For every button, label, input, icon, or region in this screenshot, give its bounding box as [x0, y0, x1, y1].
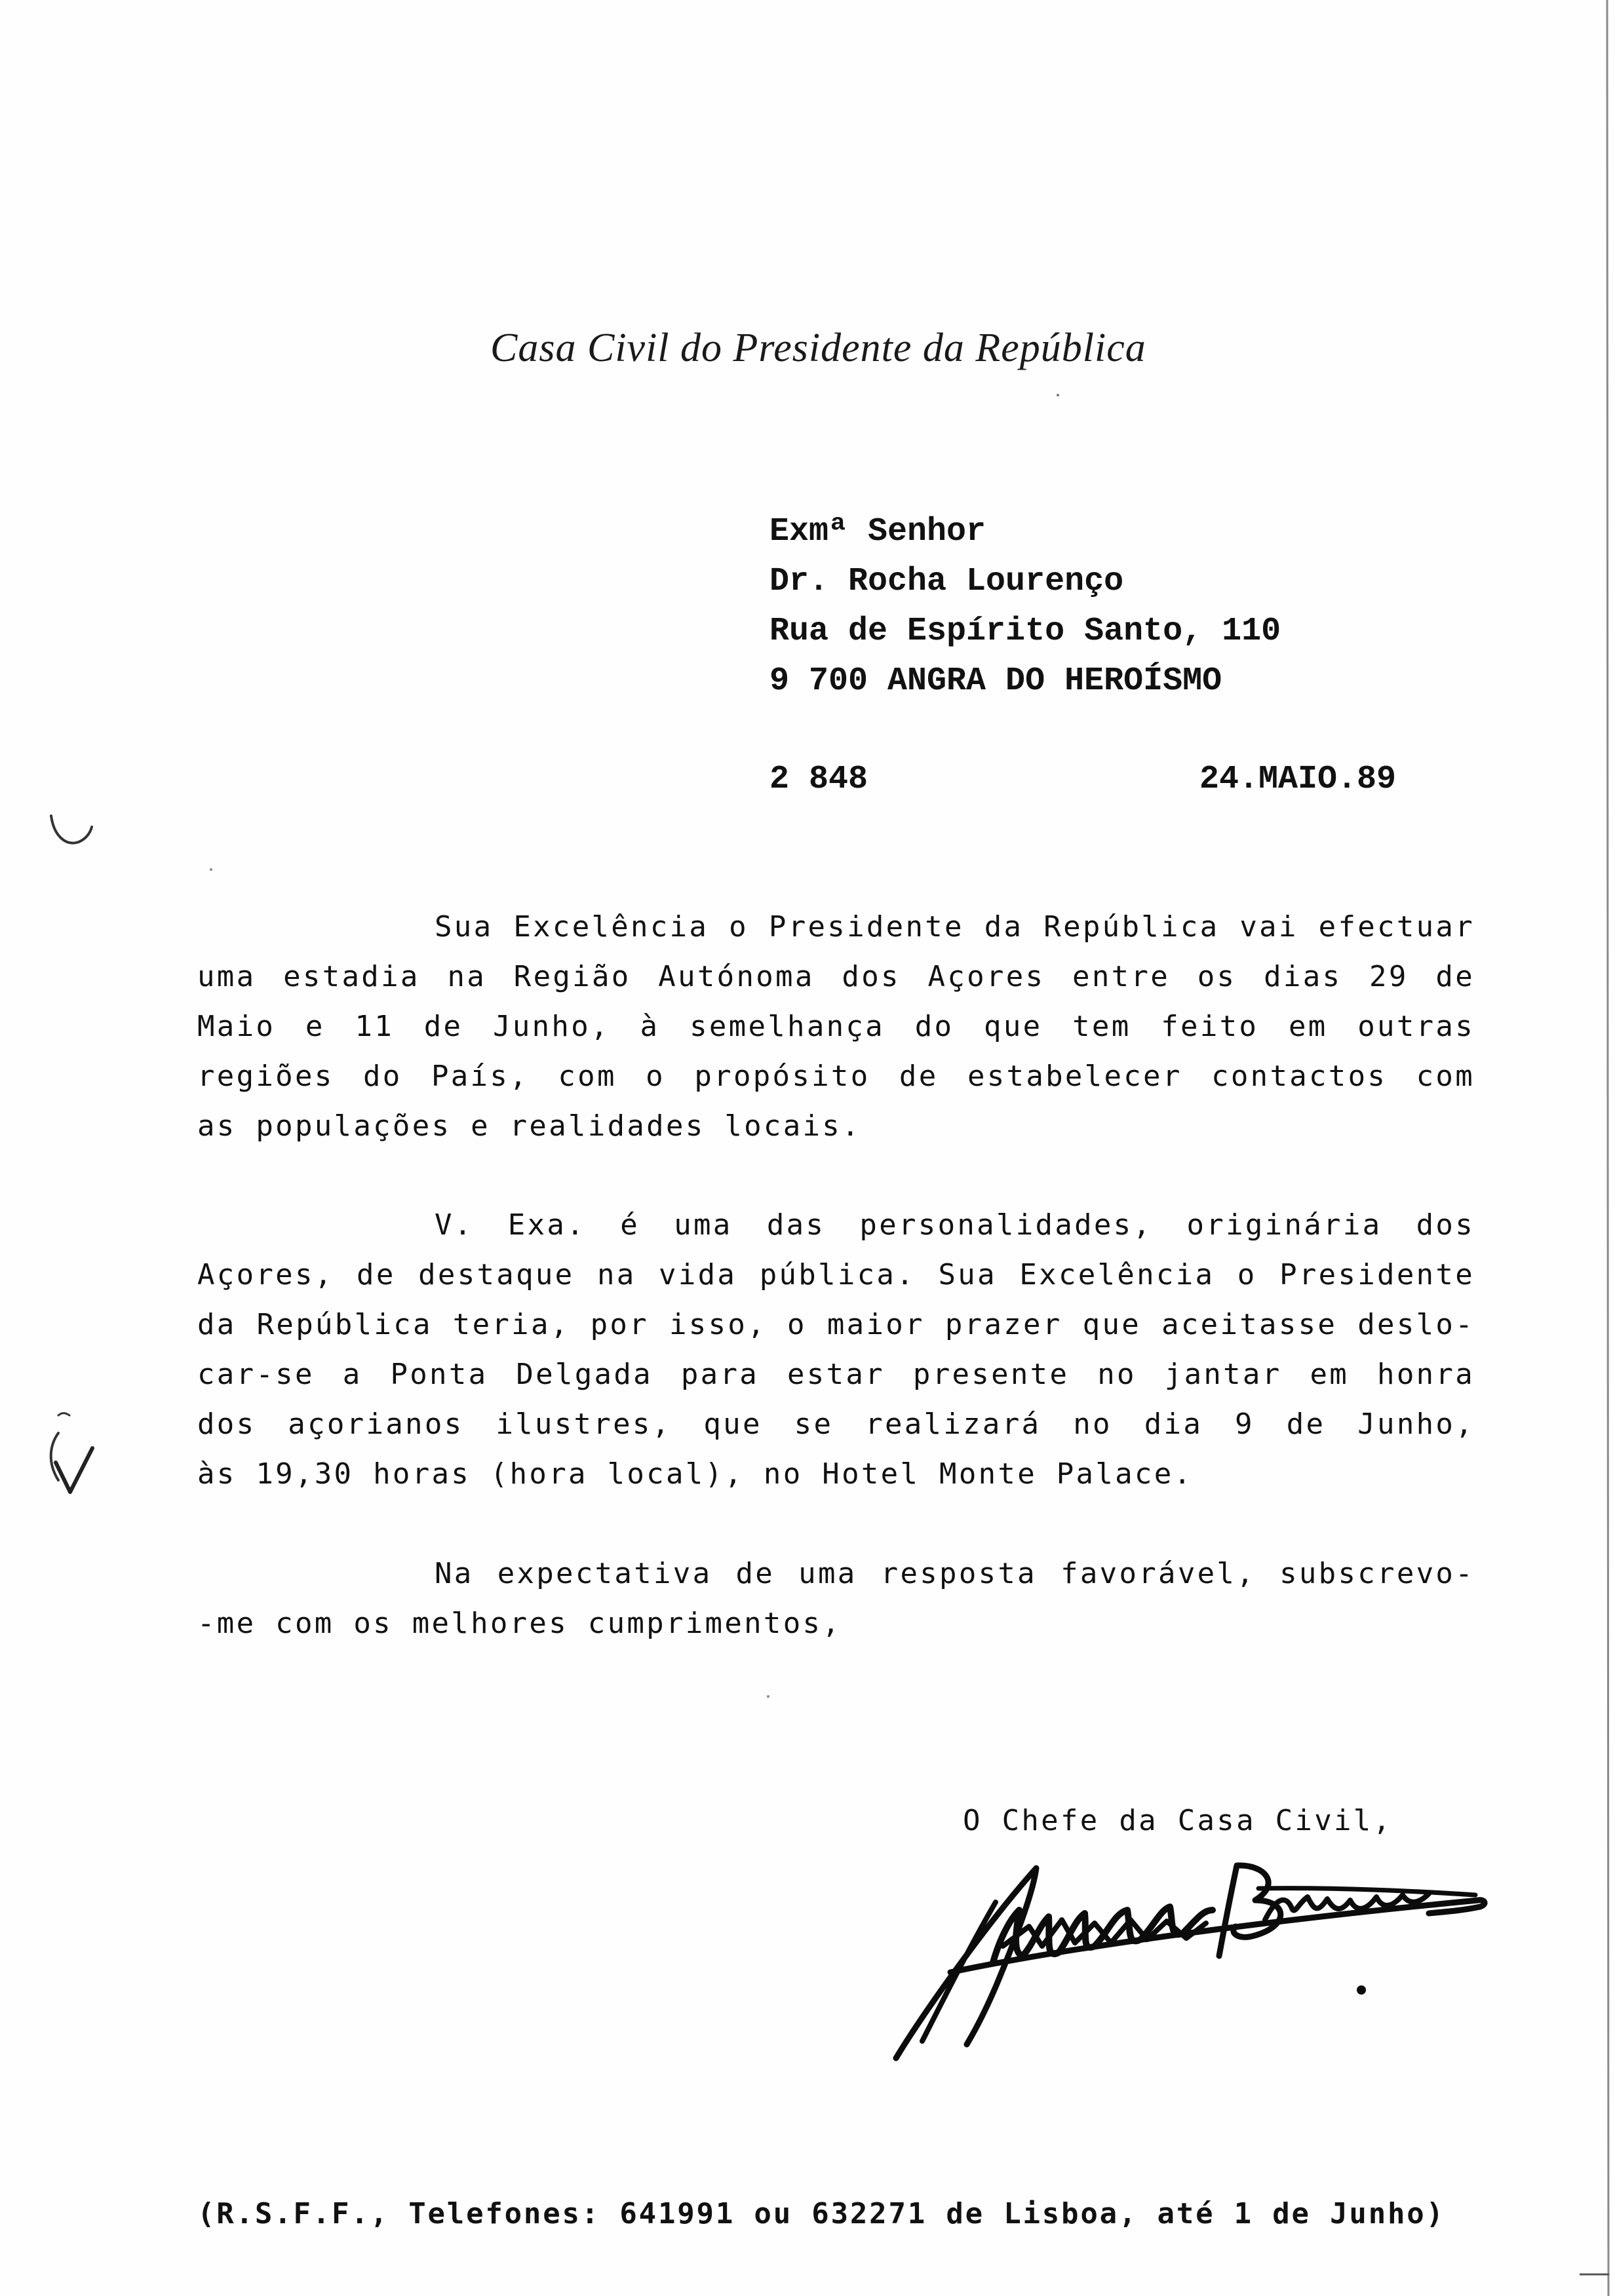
letter-date: 24.MAIO.89	[1199, 761, 1397, 798]
signature	[878, 1848, 1494, 2084]
reference-number: 2 848	[769, 761, 868, 798]
body-line: Maio e 11 de Junho, à semelhança do que tem feito em outras	[197, 1010, 1475, 1043]
scan-dot	[767, 1695, 769, 1698]
letterhead: Casa Civil do Presidente da República	[490, 326, 1146, 370]
body-line: Açores, de destaque na vida pública. Sua Excelência o Presidente	[197, 1258, 1475, 1292]
body-line: da República teria, por isso, o maior prazer que aceitasse deslo-	[197, 1308, 1475, 1341]
body-paragraph-3	[197, 1549, 1475, 1649]
left-margin-mark	[58, 1413, 69, 1415]
footer-note: (R.S.F.F., Telefones: 641991 ou 632271 de Lisboa, até 1 de Junho)	[197, 2197, 1445, 2230]
right-page-edge	[1607, 0, 1608, 2296]
body-paragraph-1	[197, 902, 1475, 1151]
body-line: -me com os melhores cumprimentos,	[197, 1607, 842, 1640]
body-line: V. Exa. é uma das personalidades, originária dos	[435, 1208, 1475, 1242]
signature-dot	[1357, 1985, 1366, 1995]
body-paragraph-2	[197, 1200, 1475, 1499]
signatory-title: O Chefe da Casa Civil,	[963, 1804, 1393, 1837]
body-line: regiões do País, com o propósito de estabelecer contactos com	[197, 1060, 1475, 1093]
signature-stroke	[1258, 1888, 1475, 1895]
body-line: Sua Excelência o Presidente da República vai efectuar	[435, 910, 1475, 944]
left-margin-mark	[51, 1433, 58, 1480]
recipient-address	[769, 507, 1281, 706]
left-margin-mark	[51, 816, 92, 843]
body-line: car-se a Ponta Delgada para estar presente no jantar em honra	[197, 1358, 1475, 1391]
body-line: uma estadia na Região Autónoma dos Açores entre os dias 29 de	[197, 960, 1475, 993]
recipient-street: Rua de Espírito Santo, 110	[769, 613, 1281, 650]
recipient-name: Dr. Rocha Lourenço	[769, 563, 1124, 600]
signature-stroke	[896, 1868, 1036, 2058]
recipient-salutation: Exmª Senhor	[769, 513, 986, 550]
body-line: Na expectativa de uma resposta favorável, subscrevo-	[435, 1557, 1475, 1590]
body-line: as populações e realidades locais.	[197, 1109, 861, 1143]
left-margin-mark	[56, 1448, 92, 1492]
recipient-city: 9 700 ANGRA DO HEROÍSMO	[769, 662, 1222, 700]
signature-stroke	[950, 1900, 1485, 1972]
scan-dot	[210, 868, 212, 871]
body-line: dos açorianos ilustres, que se realizará no dia 9 de Junho,	[197, 1407, 1475, 1441]
body-line: às 19,30 horas (hora local), no Hotel Monte Palace.	[197, 1457, 1194, 1491]
scan-dot	[1057, 394, 1059, 396]
